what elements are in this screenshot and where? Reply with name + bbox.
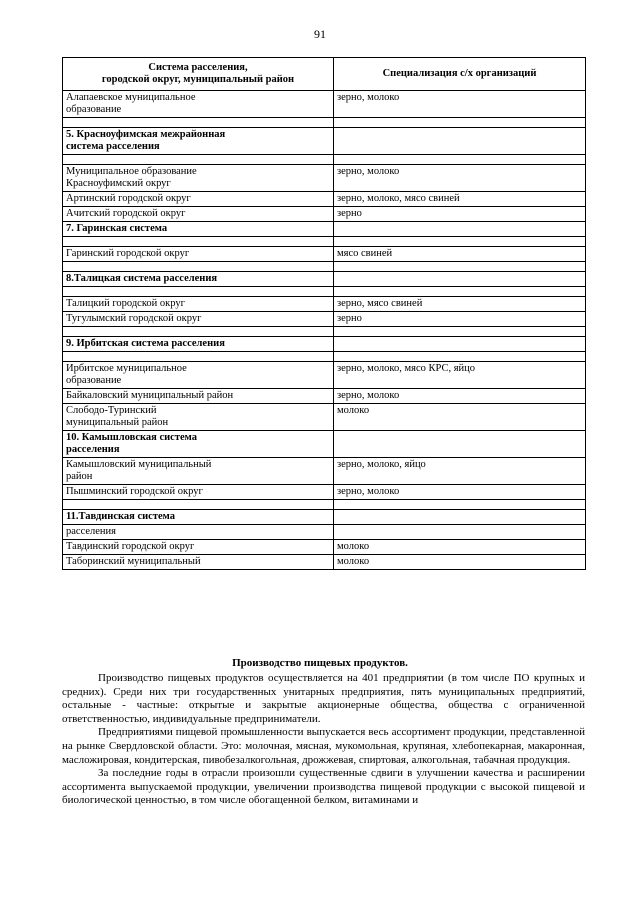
- section-title: Производство пищевых продуктов.: [232, 657, 408, 669]
- table-row: [63, 540, 586, 555]
- name-line: район: [66, 471, 93, 482]
- municipality-name: [63, 297, 334, 312]
- name-line: Байкаловский муниципальный район: [66, 390, 234, 401]
- name-line: расселения: [66, 526, 116, 537]
- municipality-name: [63, 91, 334, 118]
- specialization-cell: зерно, молоко, яйцо: [334, 458, 586, 485]
- paragraph: За последние годы в отрасли произошли существенные сдвиги в улучшении качества и расширении ассортимента выпускаемой продукции, увеличении производства пищевой продукции с высокой пищевой и биологической ценностью, в том числе обогащенной белком, витаминами и: [62, 767, 585, 807]
- table-spacer-row: [63, 500, 586, 510]
- municipality-name: [63, 312, 334, 327]
- specialization-cell: молоко: [334, 404, 586, 431]
- header-col1-line1: Система расселения,: [148, 62, 248, 73]
- municipality-name: [63, 192, 334, 207]
- table-row: [63, 312, 586, 327]
- table-row: [63, 192, 586, 207]
- table-spacer-row: [63, 155, 586, 165]
- name-line: Тугулымский городской округ: [66, 313, 202, 324]
- table-empty-cell: [334, 287, 586, 297]
- table-group-row: [63, 510, 586, 525]
- name-line: 5. Красноуфимская межрайонная: [66, 129, 226, 140]
- name-line: Муниципальное образование: [66, 166, 197, 177]
- table-row: [63, 485, 586, 500]
- table-empty-cell: [334, 237, 586, 247]
- table-body: [63, 91, 586, 570]
- table-spacer-row: [63, 327, 586, 337]
- specialization-cell: зерно: [334, 312, 586, 327]
- table-spacer-row: [63, 262, 586, 272]
- settlement-specialization-table: [62, 57, 586, 570]
- specialization-cell: зерно, молоко: [334, 165, 586, 192]
- name-line: Пышминский городской округ: [66, 486, 203, 497]
- table-group-row: [63, 337, 586, 352]
- name-line: Ирбитское муниципальное: [66, 363, 187, 374]
- table-empty-cell: [63, 237, 334, 247]
- header-col1-line2: городской округ, муниципальный район: [101, 74, 295, 85]
- table-row: [63, 362, 586, 389]
- table-group-row: [63, 272, 586, 287]
- settlement-system-title: [63, 272, 334, 287]
- specialization-cell: [334, 510, 586, 525]
- name-line: 11.Тавдинская система: [66, 511, 175, 522]
- table-row: [63, 404, 586, 431]
- settlement-system-title: [63, 431, 334, 458]
- settlement-system-title: [63, 337, 334, 352]
- settlement-system-title: [63, 222, 334, 237]
- table-row: [63, 247, 586, 262]
- table-row: [63, 165, 586, 192]
- specialization-cell: [334, 337, 586, 352]
- specialization-cell: зерно, молоко, мясо свиней: [334, 192, 586, 207]
- name-line: Камышловский муниципальный: [66, 459, 212, 470]
- table-empty-cell: [334, 262, 586, 272]
- table-empty-cell: [63, 500, 334, 510]
- paragraph: Производство пищевых продуктов осуществляется на 401 предприятии (в том числе ПО крупных и средних). Среди них три государственных унитарных предприятия, пять муниципальных предприятий, остальные - частные: открытые и закрытые акционерные общества, общества с ограниченной ответственностью, индивидуальные предприниматели.: [62, 672, 585, 725]
- municipality-name: [63, 555, 334, 570]
- specialization-cell: молоко: [334, 555, 586, 570]
- municipality-name: [63, 485, 334, 500]
- specialization-cell: зерно, молоко: [334, 91, 586, 118]
- table-spacer-row: [63, 118, 586, 128]
- table-group-row: [63, 222, 586, 237]
- name-line: 8.Талицкая система расселения: [66, 273, 218, 284]
- table-empty-cell: [63, 262, 334, 272]
- table-empty-cell: [63, 155, 334, 165]
- name-line: 9. Ирбитская система расселения: [66, 338, 225, 349]
- header-specialization: Специализация с/х организаций: [334, 58, 586, 91]
- table-spacer-row: [63, 237, 586, 247]
- municipality-name: [63, 247, 334, 262]
- name-line: Гаринский городской округ: [66, 248, 190, 259]
- name-line: 7. Гаринская система: [66, 223, 168, 234]
- table-empty-cell: [334, 155, 586, 165]
- name-line: муниципальный район: [66, 417, 169, 428]
- name-line: Красноуфимский округ: [66, 178, 171, 189]
- name-line: Таборинский муниципальный: [66, 556, 201, 567]
- specialization-cell: мясо свиней: [334, 247, 586, 262]
- table-empty-cell: [334, 118, 586, 128]
- specialization-cell: [334, 525, 586, 540]
- name-line: Тавдинский городской округ: [66, 541, 195, 552]
- table-row: [63, 389, 586, 404]
- settlement-system-title: [63, 128, 334, 155]
- table-row: [63, 555, 586, 570]
- table-spacer-row: [63, 287, 586, 297]
- name-line: Талицкий городской округ: [66, 298, 185, 309]
- table-empty-cell: [63, 327, 334, 337]
- name-line: 10. Камышловская система: [66, 432, 197, 443]
- table-row: [63, 297, 586, 312]
- table-spacer-row: [63, 352, 586, 362]
- name-line: Алапаевское муниципальное: [66, 92, 196, 103]
- header-settlement-system: [63, 58, 334, 91]
- settlement-system-title: [63, 510, 334, 525]
- table-empty-cell: [63, 352, 334, 362]
- table-group-row: [63, 128, 586, 155]
- name-line: образование: [66, 375, 122, 386]
- body-text: [62, 672, 585, 808]
- municipality-name: [63, 458, 334, 485]
- name-line: Артинский городской округ: [66, 193, 191, 204]
- table-row: [63, 207, 586, 222]
- table-empty-cell: [63, 118, 334, 128]
- page-number: 91: [314, 27, 326, 41]
- specialization-cell: [334, 431, 586, 458]
- specialization-cell: зерно, молоко: [334, 485, 586, 500]
- name-line: система расселения: [66, 141, 160, 152]
- specialization-cell: зерно: [334, 207, 586, 222]
- municipality-name: [63, 207, 334, 222]
- table-header-row: [63, 58, 586, 91]
- specialization-cell: молоко: [334, 540, 586, 555]
- specialization-cell: [334, 128, 586, 155]
- table-empty-cell: [334, 327, 586, 337]
- municipality-name: [63, 525, 334, 540]
- specialization-cell: [334, 272, 586, 287]
- table-row: [63, 91, 586, 118]
- table-group-row: [63, 431, 586, 458]
- table-empty-cell: [334, 500, 586, 510]
- municipality-name: [63, 362, 334, 389]
- municipality-name: [63, 389, 334, 404]
- paragraph: Предприятиями пищевой промышленности выпускается весь ассортимент продукции, представленной на рынке Свердловской области. Это: молочная, мясная, мукомольная, крупяная, хлебопекарная, макаронная, масложировая, кондитерская, пивобезалкогольная, дрожжевая, спиртовая, алкогольная, табачная продукция.: [62, 726, 585, 766]
- municipality-name: [63, 165, 334, 192]
- table-empty-cell: [334, 352, 586, 362]
- specialization-cell: [334, 222, 586, 237]
- specialization-cell: зерно, молоко, мясо КРС, яйцо: [334, 362, 586, 389]
- name-line: образование: [66, 104, 122, 115]
- municipality-name: [63, 404, 334, 431]
- table-row: [63, 525, 586, 540]
- name-line: расселения: [66, 444, 120, 455]
- table-row: [63, 458, 586, 485]
- specialization-cell: зерно, мясо свиней: [334, 297, 586, 312]
- table-empty-cell: [63, 287, 334, 297]
- municipality-name: [63, 540, 334, 555]
- name-line: Ачитский городской округ: [66, 208, 186, 219]
- specialization-cell: зерно, молоко: [334, 389, 586, 404]
- name-line: Слободо-Туринский: [66, 405, 157, 416]
